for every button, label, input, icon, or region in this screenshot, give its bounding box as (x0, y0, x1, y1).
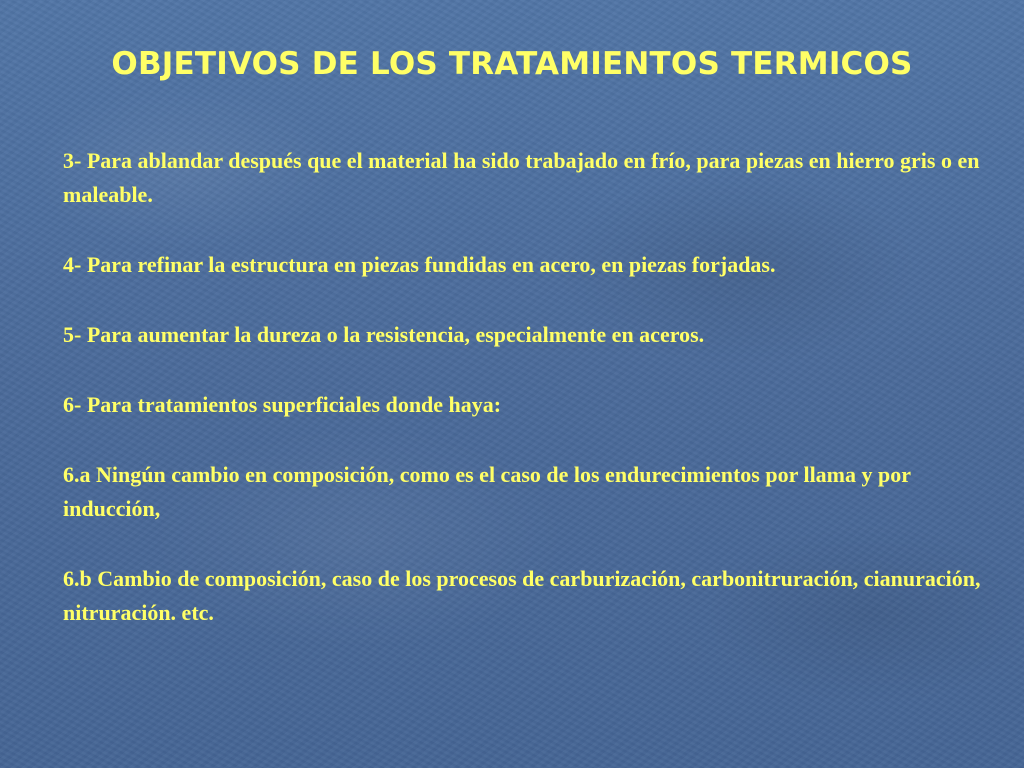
paragraph-6-superficiales: 6- Para tratamientos superficiales donde haya: (63, 392, 502, 417)
paragraph-5-dureza: 5- Para aumentar la dureza o la resistencia, especialmente en aceros. (63, 322, 705, 347)
paragraph-3-ablandar: 3- Para ablandar después que el material ha sido trabajado en frío, para piezas en hierro gris o en maleable. (63, 148, 980, 207)
slide-body (63, 144, 1003, 666)
paragraph-6a-sin-cambio: 6.a Ningún cambio en composición, como es el caso de los endurecimientos por llama y por inducción, (63, 462, 911, 521)
slide-title: OBJETIVOS DE LOS TRATAMIENTOS TERMICOS (111, 46, 913, 82)
paragraph-6b-cambio-composicion: 6.b Cambio de composición, caso de los procesos de carburización, carbonitruración, cianuración, nitruración. etc. (63, 566, 981, 625)
paragraph-4-refinar: 4- Para refinar la estructura en piezas fundidas en acero, en piezas forjadas. (63, 252, 776, 277)
